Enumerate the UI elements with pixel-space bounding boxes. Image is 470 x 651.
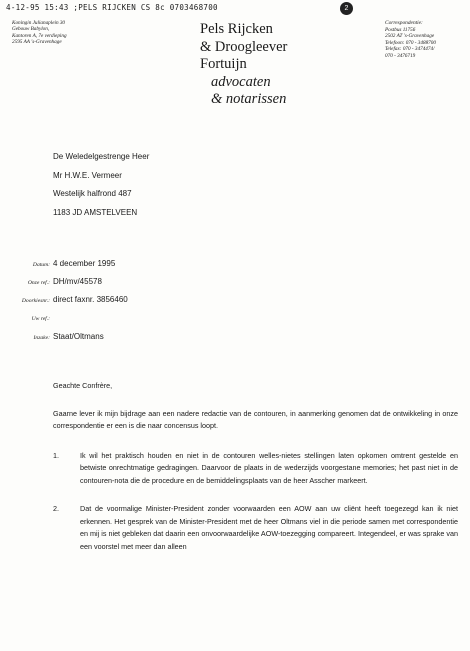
- correspondence-line: 2502 AT 's-Gravenhage: [385, 33, 435, 39]
- meta-label: Datum:: [32, 262, 50, 268]
- numbered-item: [53, 450, 458, 488]
- meta-row-date: [0, 259, 470, 275]
- salutation: Geachte Confrère,: [53, 381, 113, 390]
- firm-profession-line: advocaten: [211, 73, 271, 90]
- office-address-line: Kantoren A, 7e verdieping: [12, 32, 67, 39]
- meta-value: DH/mv/45578: [53, 277, 102, 286]
- meta-label: Doorkiesnr.:: [21, 298, 50, 304]
- correspondence-address: [385, 20, 469, 59]
- letter-body: [53, 380, 458, 569]
- meta-value: direct faxnr. 3856460: [53, 295, 128, 304]
- meta-label: Inzake:: [33, 335, 50, 341]
- correspondence-label: Correspondentie:: [385, 20, 423, 26]
- item-number: 1.: [53, 450, 59, 460]
- meta-row-our-ref: [0, 277, 470, 293]
- item-text: Ik wil het praktisch houden en niet in de contouren welles-nietes stellingen laten opkomen omtrent gestelde en betwiste onrechtmatige gedragingen. Daarvoor de plaats in de wederzijds voorgestane memories; het past niet in de contouren-nota die de procedure en de bemiddelingsplaats van de heer Asscher markeert.: [80, 450, 458, 485]
- office-address: [12, 20, 127, 45]
- page-number-badge: 2: [340, 2, 353, 15]
- recipient-line: Westelijk halfrond 487: [53, 189, 132, 199]
- recipient-line: 1183 JD AMSTELVEEN: [53, 208, 138, 218]
- meta-label: Onze ref.:: [27, 280, 50, 286]
- office-address-line: 2595 AA 's-Gravenhage: [12, 38, 62, 45]
- firm-profession-line: & notarissen: [211, 91, 287, 108]
- numbered-item: [53, 503, 458, 553]
- correspondence-line: Postbus 11756: [385, 26, 416, 33]
- meta-row-your-ref: [0, 313, 470, 329]
- meta-label: Uw ref.:: [31, 316, 50, 322]
- firm-letterhead: [200, 21, 287, 109]
- meta-value: 4 december 1995: [53, 259, 116, 268]
- firm-name-line: Pels Rijcken: [200, 21, 273, 37]
- firm-name-line: Fortuijn: [200, 56, 247, 73]
- correspondence-fax: Telefax: 070 - 3474474/: [385, 46, 435, 52]
- correspondence-fax: 070 - 3476719: [385, 52, 416, 59]
- recipient-address: [53, 148, 149, 223]
- office-address-line: Gebouw Babylon,: [12, 26, 50, 33]
- item-number: 2.: [53, 504, 59, 513]
- intro-paragraph: Gaarne lever ik mijn bijdrage aan een nadere redactie van de contouren, in aanmerking genomen dat de ontwikkeling in onze correspondentie er een is die naar concensus loopt.: [53, 408, 458, 430]
- office-address-line: Koningin Julianaplein 30: [12, 20, 66, 26]
- meta-value: Staat/Oltmans: [53, 332, 104, 341]
- fax-transmission-header: 4-12-95 15:43 ;PELS RIJCKEN CS 8c 0703468700: [6, 3, 218, 12]
- recipient-line: Mr H.W.E. Vermeer: [53, 170, 122, 180]
- meta-row-subject: [0, 332, 470, 348]
- item-text: Dat de voormalige Minister-President zonder voorwaarden een AOW aan uw cliënt heeft toegezegd kan ik niet erkennen. Het gesprek van de Minister-President met de heer Oltmans viel in die periode samen met correspondentie en mij is niet gebleken dat daarin een onvoorwaardelijke AOW-toezegging compareert. Integendeel, er was sprake van een voorstel met meer dan alleen: [80, 504, 458, 551]
- firm-name-line: & Droogleever: [200, 38, 288, 55]
- correspondence-phone: Telefoon: 070 - 3488700: [385, 39, 436, 46]
- recipient-line: De Weledelgestrenge Heer: [53, 152, 150, 161]
- meta-row-direct: [0, 295, 470, 311]
